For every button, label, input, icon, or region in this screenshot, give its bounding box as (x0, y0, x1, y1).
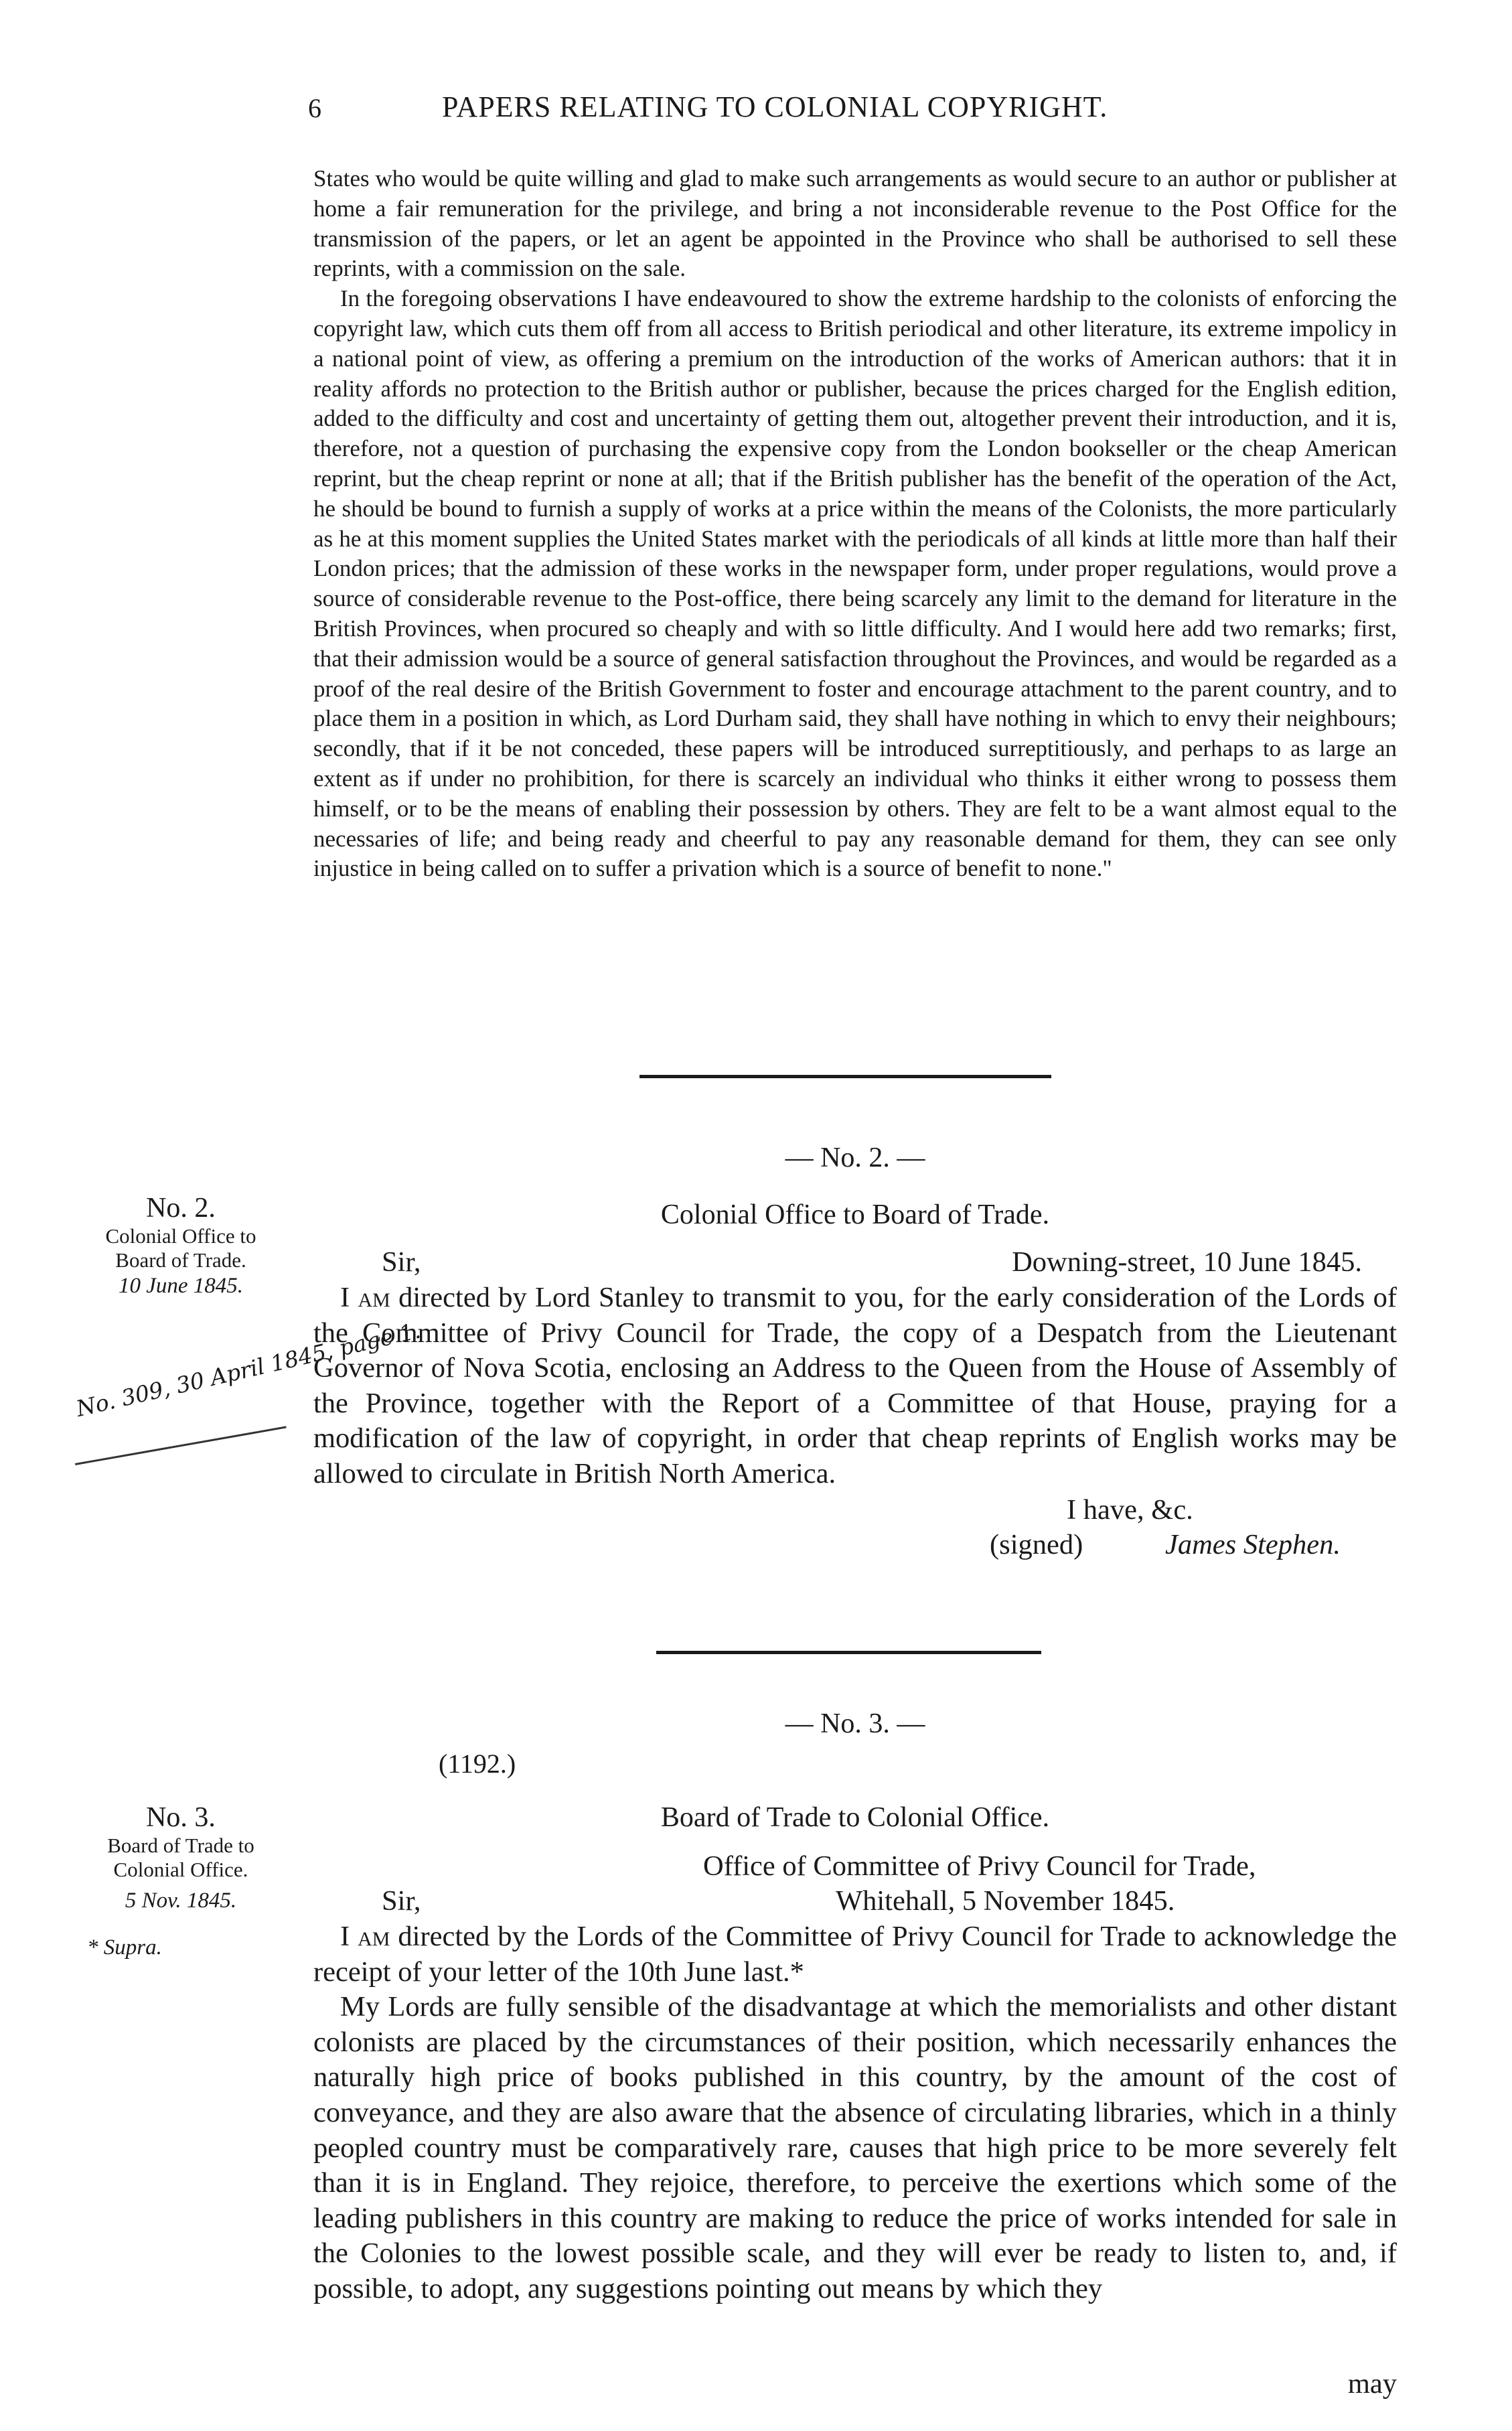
no3-margin-note (67, 1801, 295, 1961)
no2-closing: I have, &c. (1067, 1494, 1193, 1526)
no2-margin-line2: Board of Trade. (115, 1248, 246, 1272)
no3-paragraph-1: directed by the Lords of the Committee of Privy Council for Trade to acknowledge the receipt of your letter of the 10th June last.* (313, 1921, 1397, 1988)
no2-signed: (signed) (990, 1529, 1083, 1560)
no2-body-lead: I am (340, 1282, 390, 1313)
handwritten-underline (75, 1426, 287, 1465)
section-divider-1 (639, 1075, 1051, 1078)
no3-margin-number: No. 3. (146, 1802, 216, 1833)
no3-title: Board of Trade to Colonial Office. (660, 1802, 1050, 1833)
letter1-text (313, 164, 1397, 884)
no3-reference: (1192.) (439, 1749, 516, 1779)
no3-body (313, 1919, 1397, 2307)
no2-title: Colonial Office to Board of Trade. (660, 1199, 1050, 1230)
no2-margin-date: 10 June 1845. (118, 1274, 244, 1298)
no2-margin-number: No. 2. (146, 1193, 216, 1224)
handwritten-annotation: No. 309, 30 April 1845, page 1. (74, 1317, 423, 1422)
catchword: may (1347, 2368, 1397, 2400)
no3-paragraph-2: My Lords are fully sensible of the disadvantage at which the memorialists and other distant colonists are placed by the circumstances of their position, which necessarily enhances the naturally high price of books published in this country, by the amount of the cost of conveyance, and they are also aware that the absence of circulating libraries, which in a thinly peopled country must be comparatively rare, causes that high price to be more severely felt than it is in England. They rejoice, therefore, to perceive the exertions which some of the leading publishers in this country are making to reduce the price of works intended for sale in the Colonies to the lowest possible scale, and they will ever be ready to listen to, and, if possible, to adopt, any suggestions pointing out means by which they (313, 1991, 1397, 2304)
no3-margin-date: 5 Nov. 1845. (125, 1889, 237, 1913)
no3-heading: — No. 3. — (785, 1708, 925, 1739)
section-divider-2 (656, 1651, 1041, 1654)
letter1-paragraph-1: States who would be quite willing and glad to make such arrangements as would secure to an author or publisher at home a fair remuneration for the privilege, and bring a not inconsiderable revenue to the Post Office for the transmission of the papers, or let an agent be appointed in the Province who shall be authorised to sell these reprints, with a commission on the sale. (313, 165, 1397, 282)
no3-address-line2: Whitehall, 5 November 1845. (836, 1885, 1175, 1917)
running-head-title: PAPERS RELATING TO COLONIAL COPYRIGHT. (442, 90, 1108, 123)
no2-salutation: Sir, (382, 1246, 421, 1278)
no2-body (313, 1280, 1397, 1492)
no2-body-text: directed by Lord Stanley to transmit to you, for the early consideration of the Lords of the Committee of Privy Council for Trade, the copy of a Despatch from the Lieutenant Governor of Nova Scotia, enclosing an Address to the Queen from the House of Assembly of the Province, together with the Report of a Committee of that House, praying for a modification of the law of copyright, in order that cheap reprints of English works may be allowed to circulate in British North America. (313, 1282, 1397, 1489)
no2-margin-note (67, 1192, 295, 1299)
no3-salutation: Sir, (382, 1885, 421, 1917)
no2-signature: James Stephen. (1165, 1529, 1341, 1560)
no3-margin-line1: Board of Trade to (107, 1834, 254, 1857)
page-number: 6 (308, 93, 321, 123)
no2-margin-line1: Colonial Office to (105, 1224, 256, 1248)
no3-address-line1: Office of Committee of Privy Council for Trade, (703, 1850, 1256, 1882)
no3-margin-line2: Colonial Office. (113, 1858, 248, 1881)
letter1-paragraph-2: In the foregoing observations I have endeavoured to show the extreme hardship to the colonists of enforcing the copyright law, which cuts them off from all access to British periodical and other literature, its extreme impolicy in a national point of view, as offering a premium on the introduction of the works of American authors: that it in reality affords no protection to the British author or publisher, because the prices charged for the English edition, added to the difficulty and cost and uncertainty of getting them out, altogether prevent their introduction, and it is, therefore, not a question of purchasing the expensive copy from the London bookseller or the cheap American reprint, but the cheap reprint or none at all; that if the British publisher has the benefit of the operation of the Act, he should be bound to furnish a supply of works at a price within the means of the Colonists, the more particularly as he at this moment supplies the United States market with the periodicals of all kinds at little more than half their London prices; that the admission of these works in the newspaper form, under proper regulations, would prove a source of considerable revenue to the Post-office, there being scarcely any limit to the demand for literature in the British Provinces, when procured so cheaply and with so little difficulty. And I would here add two remarks; first, that their admission would be a source of general satisfaction throughout the Provinces, and would be regarded as a proof of the real desire of the British Government to foster and encourage attachment to the parent country, and to place them in a position in which, as Lord Durham said, they shall have nothing in which to envy their neighbours; secondly, that if it be not conceded, these papers will be introduced surreptitiously, and perhaps to as large an extent as if under no prohibition, for there is scarcely an individual who thinks it either wrong to possess them himself, or to be the means of enabling their possession by others. They are felt to be a want almost equal to the necessaries of life; and being ready and cheerful to pay any reasonable demand for them, they can see only injustice in being called on to suffer a privation which is a source of benefit to none." (313, 285, 1397, 882)
no2-heading: — No. 2. — (785, 1143, 925, 1173)
no3-margin-footnote: * Supra. (87, 1935, 162, 1960)
no3-body-lead: I am (340, 1921, 390, 1952)
no2-place-date: Downing-street, 10 June 1845. (1012, 1246, 1362, 1278)
